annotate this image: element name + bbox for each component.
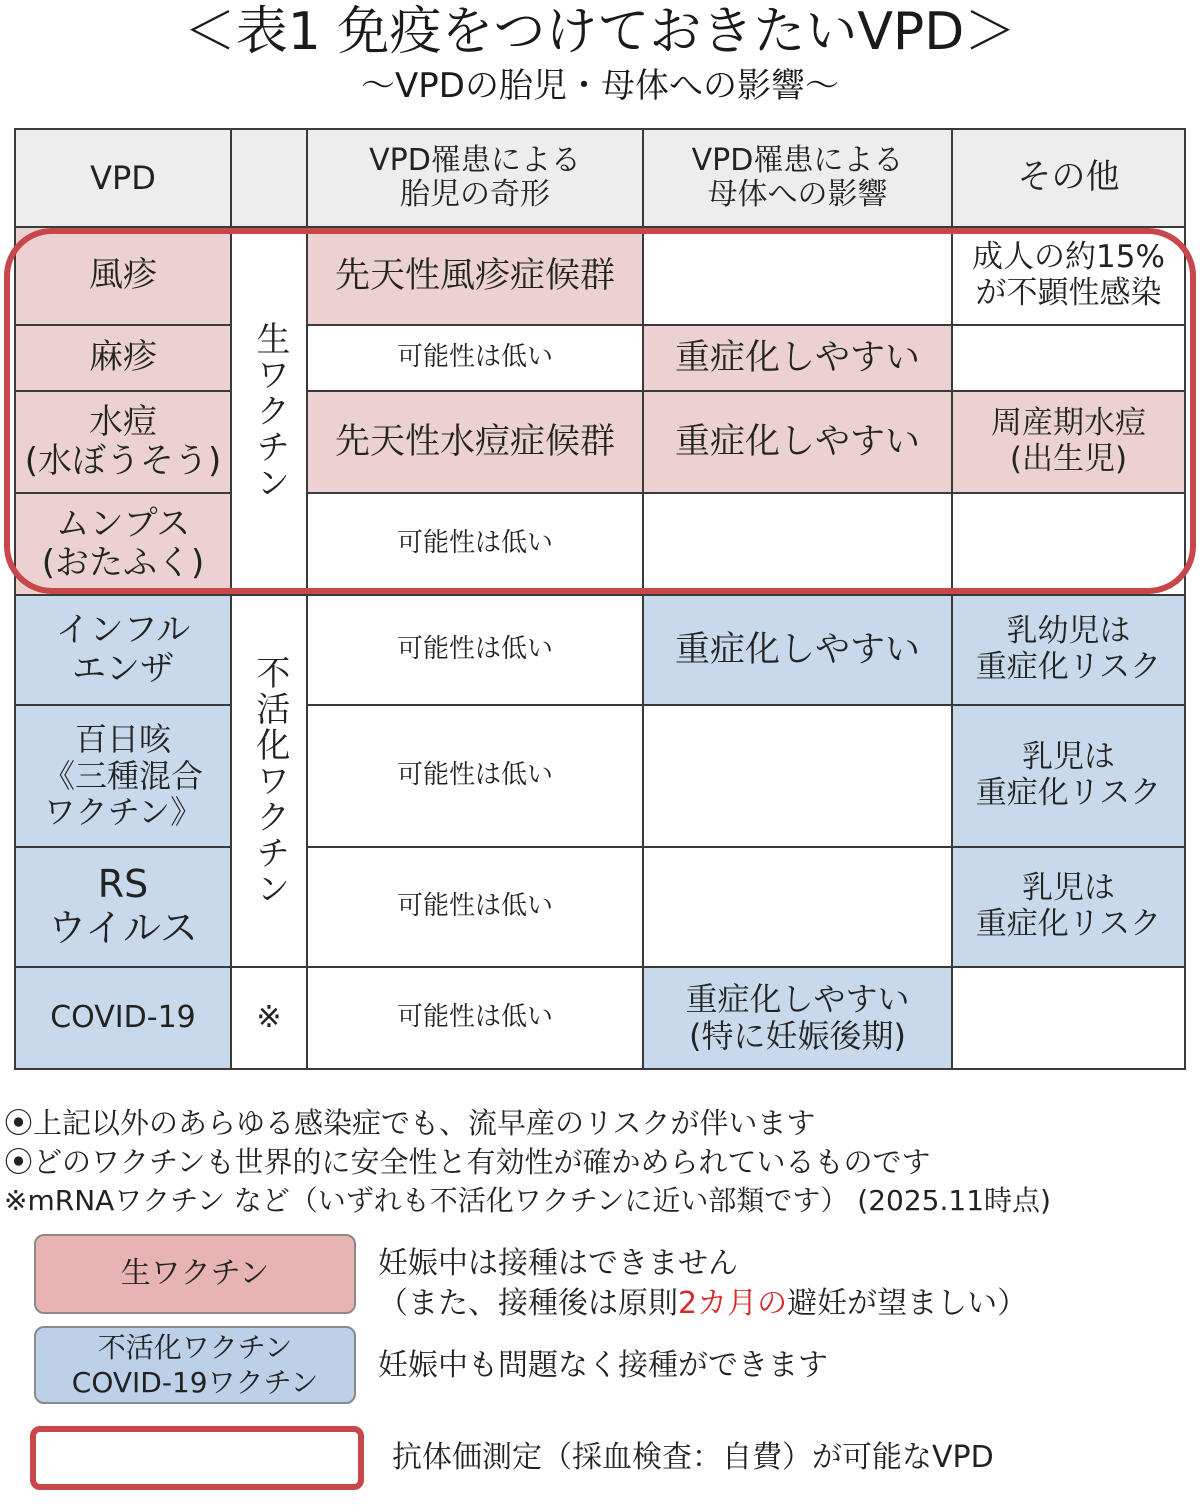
- fetal-effect: 可能性は低い: [306, 492, 644, 596]
- other-note: 乳幼児は 重症化リスク: [951, 594, 1186, 706]
- legend-live-desc-2: [378, 1284, 1027, 1324]
- other-note: 乳児は 重症化リスク: [951, 846, 1186, 968]
- vpd-name: インフル エンザ: [14, 594, 232, 706]
- vpd-name: 百日咳 《三種混合 ワクチン》: [14, 704, 232, 848]
- legend-live-desc-2-post: 避妊が望ましい）: [787, 1286, 1028, 1321]
- maternal-effect: 重症化しやすい: [642, 594, 953, 706]
- fetal-effect: 可能性は低い: [306, 846, 644, 968]
- header-maternal-effect: VPD罹患による 母体への影響: [642, 128, 953, 228]
- maternal-effect: 重症化しやすい: [642, 390, 953, 494]
- header-fetal-effect: VPD罹患による 胎児の奇形: [306, 128, 644, 228]
- note-line: ⦿上記以外のあらゆる感染症でも、流早産のリスクが伴います: [4, 1106, 816, 1140]
- inactivated-vaccine-text: 不活化ワクチン: [249, 655, 290, 907]
- live-vaccine-label: [230, 226, 308, 596]
- other-note: 乳児は 重症化リスク: [951, 704, 1186, 848]
- vpd-name: RS ウイルス: [14, 846, 232, 968]
- page-subtitle: ～VPDの胎児・母体への影響～: [361, 66, 839, 106]
- legend-live-desc-2-red: 2カ月の: [678, 1286, 788, 1321]
- inactivated-vaccine-label: [230, 594, 308, 968]
- fetal-effect: 先天性水痘症候群: [306, 390, 644, 494]
- header-vpd: VPD: [14, 128, 232, 228]
- note-line: ⦿どのワクチンも世界的に安全性と有効性が確かめられているものです: [4, 1145, 931, 1179]
- other-note: [951, 324, 1186, 392]
- vpd-name: 風疹: [14, 226, 232, 326]
- covid-mark: ※: [230, 966, 308, 1070]
- legend-inactivated-vaccine: 不活化ワクチン COVID-19ワクチン: [34, 1326, 356, 1404]
- legend-live-desc-2-pre: （また、接種後は原則: [378, 1286, 678, 1321]
- fetal-effect: 先天性風疹症候群: [306, 226, 644, 326]
- legend-live-desc-1: 妊娠中は接種はできません: [378, 1246, 738, 1281]
- page-title: ＜表1 免疫をつけておきたいVPD＞: [183, 2, 1017, 62]
- vpd-name: 麻疹: [14, 324, 232, 392]
- live-vaccine-text: 生ワクチン: [249, 321, 290, 501]
- other-note: 成人の約15% が不顕性感染: [951, 226, 1186, 326]
- other-note: [951, 966, 1186, 1070]
- fetal-effect: 可能性は低い: [306, 704, 644, 848]
- maternal-effect: [642, 846, 953, 968]
- maternal-effect: [642, 704, 953, 848]
- vpd-name: ムンプス (おたふく): [14, 492, 232, 596]
- legend-outline-desc: 抗体価測定（採血検査：自費）が可能なVPD: [392, 1440, 994, 1475]
- legend-outline-sample: [30, 1426, 364, 1490]
- vpd-name: COVID-19: [14, 966, 232, 1070]
- header-vaccine-type: [230, 128, 308, 228]
- vpd-name: 水痘 (水ぼうそう): [14, 390, 232, 494]
- maternal-effect: [642, 492, 953, 596]
- legend-live-vaccine: 生ワクチン: [34, 1234, 356, 1314]
- maternal-effect: 重症化しやすい (特に妊娠後期): [642, 966, 953, 1070]
- maternal-effect: [642, 226, 953, 326]
- other-note: [951, 492, 1186, 596]
- legend-inactivated-desc: 妊娠中も問題なく接種ができます: [378, 1348, 828, 1383]
- header-other: その他: [951, 128, 1186, 228]
- fetal-effect: 可能性は低い: [306, 324, 644, 392]
- maternal-effect: 重症化しやすい: [642, 324, 953, 392]
- fetal-effect: 可能性は低い: [306, 594, 644, 706]
- note-line: ※mRNAワクチン など（いずれも不活化ワクチンに近い部類です） (2025.11時点): [4, 1184, 1051, 1217]
- fetal-effect: 可能性は低い: [306, 966, 644, 1070]
- other-note: 周産期水痘 (出生児): [951, 390, 1186, 494]
